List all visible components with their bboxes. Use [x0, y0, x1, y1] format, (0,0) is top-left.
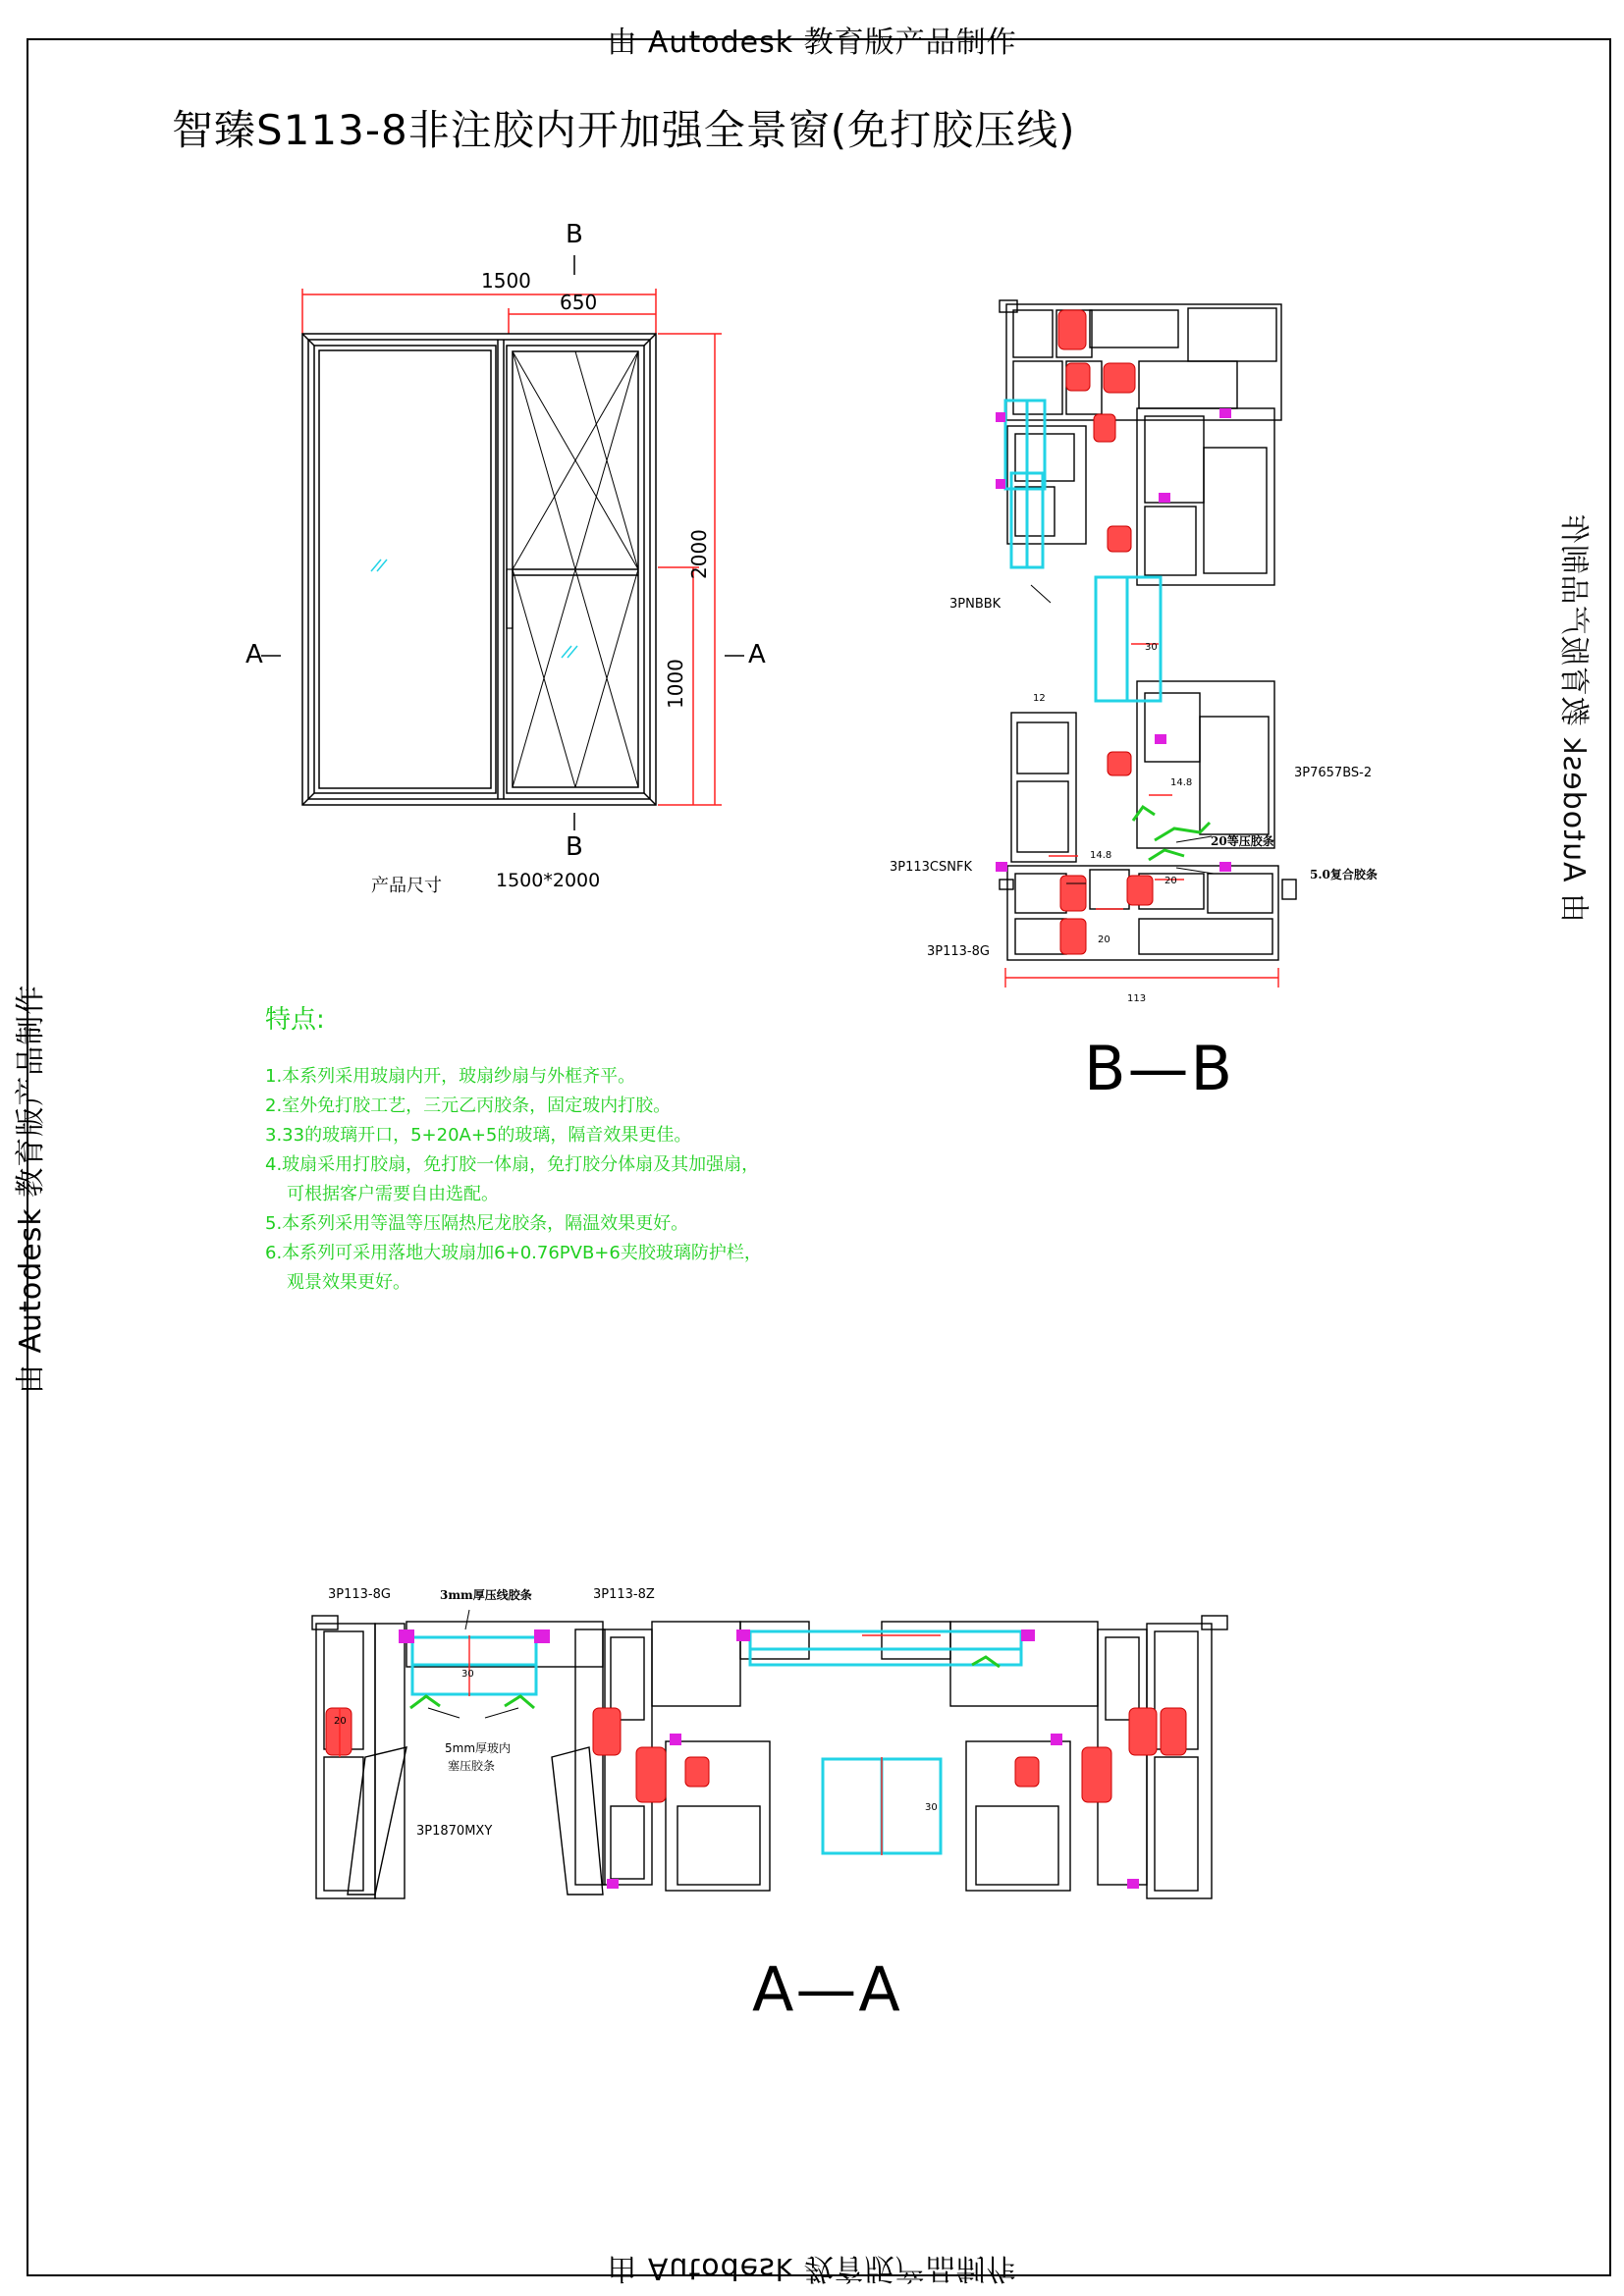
- section-mark-top: B: [566, 220, 583, 249]
- aa-dim-30-b: 30: [925, 1802, 938, 1813]
- aa-label-seal-3mm: 3mm厚压线胶条: [440, 1588, 532, 1602]
- aa-label-3p113-8z: 3P113-8Z: [593, 1587, 655, 1602]
- bb-label-3p113-8g: 3P113-8G: [927, 944, 990, 959]
- feature-item: 观景效果更好。: [287, 1272, 410, 1293]
- bb-dim-14-8-b: 14.8: [1170, 777, 1193, 788]
- window-elevation: [236, 245, 746, 874]
- drawing-title: 智臻S113-8非注胶内开加强全景窗(免打胶压线): [172, 106, 1076, 154]
- dim-lower-height: 1000: [664, 659, 687, 709]
- feature-item: 5.本系列采用等温等压隔热尼龙胶条，隔温效果更好。: [265, 1213, 689, 1234]
- dim-overall-width: 1500: [481, 269, 531, 293]
- bb-label-3p113csnfk: 3P113CSNFK: [890, 860, 972, 875]
- bb-dim-113: 113: [1127, 993, 1147, 1004]
- aa-label-3p1870mxy: 3P1870MXY: [416, 1824, 493, 1839]
- feature-item: 4.玻扇采用打胶扇，免打胶一体扇，免打胶分体扇及其加强扇，: [265, 1154, 760, 1175]
- product-size-value: 1500*2000: [496, 870, 601, 891]
- aa-label-seal-5mm-line1: 5mm厚玻内: [445, 1741, 512, 1755]
- aa-label-3p113-8g: 3P113-8G: [328, 1587, 391, 1602]
- section-markers: [261, 255, 744, 830]
- bb-dim-20-a: 20: [1098, 934, 1110, 945]
- aa-dim-20: 20: [334, 1716, 347, 1727]
- product-size-label: 产品尺寸: [371, 876, 442, 896]
- feature-item: 6.本系列可采用落地大玻扇加6+0.76PVB+6夹胶玻璃防护栏，: [265, 1243, 762, 1263]
- aa-dim-30-a: 30: [461, 1669, 474, 1680]
- bb-label-3p7657bs2: 3P7657BS-2: [1294, 766, 1373, 780]
- section-mark-left: A: [245, 640, 263, 669]
- watermark-left: 由 Autodesk 教育版产品制作: [14, 984, 48, 1394]
- section-aa-title: A—A: [752, 1953, 902, 2025]
- aa-label-seal-5mm-line2: 塞压胶条: [448, 1759, 496, 1773]
- dim-overall-height: 2000: [687, 529, 711, 579]
- section-mark-bottom: B: [566, 832, 583, 862]
- section-bb-drawing: [992, 291, 1306, 1017]
- section-mark-right: A: [748, 640, 766, 669]
- bb-dim-14-8-a: 14.8: [1090, 850, 1112, 861]
- window-frame: [302, 334, 656, 805]
- glass-hatch: [371, 560, 577, 658]
- bb-dim-12: 12: [1033, 693, 1046, 704]
- bb-dim-30: 30: [1145, 642, 1158, 653]
- bb-dim-20-b: 20: [1164, 876, 1177, 886]
- bb-label-seal-5: 5.0复合胶条: [1310, 868, 1378, 881]
- feature-item: 2.室外免打胶工艺，三元乙丙胶条，固定玻内打胶。: [265, 1095, 672, 1116]
- features-heading: 特点:: [265, 1005, 325, 1035]
- feature-item: 1.本系列采用玻扇内开，玻扇纱扇与外框齐平。: [265, 1066, 636, 1087]
- feature-item: 可根据客户需要自由选配。: [287, 1184, 499, 1204]
- watermark-right: 由 Autodesk 教育版产品制作: [1556, 512, 1591, 923]
- bb-label-seal-20: 20等压胶条: [1211, 834, 1274, 848]
- dim-sash-width: 650: [560, 291, 598, 314]
- features-list: [265, 1062, 762, 1298]
- feature-item: 3.33的玻璃开口，5+20A+5的玻璃，隔音效果更佳。: [265, 1125, 692, 1146]
- bb-label-3pnbbk: 3PNBBK: [949, 597, 1001, 612]
- watermark-top: 由 Autodesk 教育版产品制作: [607, 26, 1017, 60]
- watermark-bottom: 由 Autodesk 教育版产品制作: [607, 2251, 1017, 2285]
- section-bb-title: B—B: [1084, 1033, 1235, 1104]
